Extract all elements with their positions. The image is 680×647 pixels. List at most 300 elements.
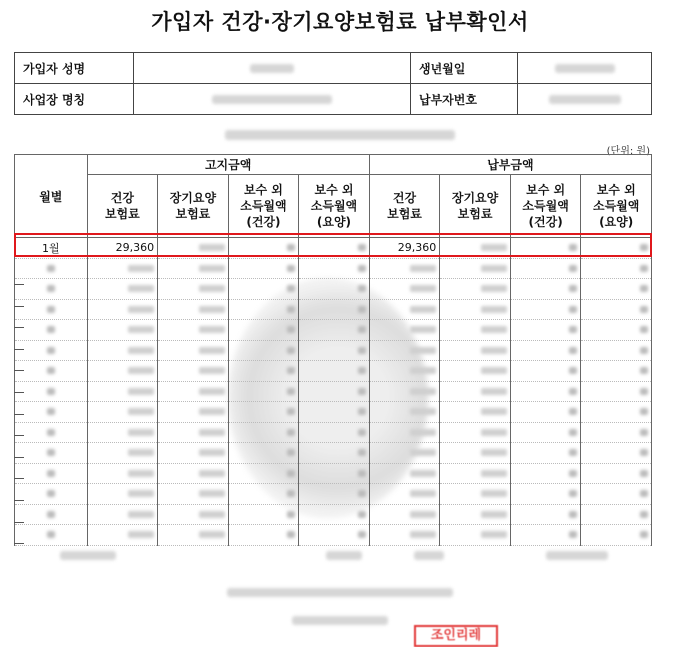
redacted-value [47,265,55,272]
month-cell [15,279,88,300]
redacted-value [640,347,648,354]
month-cell [15,299,88,320]
redacted-certification [227,588,453,597]
amount-cell [369,463,440,484]
amount-cell [158,463,229,484]
amount-cell [581,320,652,341]
amount-cell [510,258,581,279]
redacted-total-value [546,551,608,560]
amount-cell [158,484,229,505]
amount-cell [299,422,370,443]
redacted-value [199,244,225,251]
amount-cell [228,463,299,484]
tick-mark [14,435,24,436]
amount-cell [581,381,652,402]
amount-cell [158,422,229,443]
amount-cell [369,258,440,279]
redacted-value [640,285,648,292]
amount-cell [440,381,511,402]
amount-cell [510,402,581,423]
amount-cell [228,361,299,382]
amount-cell [510,320,581,341]
total-row [14,543,652,571]
redacted-value [569,244,577,251]
redacted-value [199,285,225,292]
redacted-value [358,326,366,333]
document-title: 가입자 건강·장기요양보험료 납부확인서 [151,10,529,34]
redacted-value [358,511,366,518]
amount-cell [510,484,581,505]
redacted-value [569,347,577,354]
amount-cell [510,299,581,320]
amount-cell [440,361,511,382]
notice-ltc-cell [158,238,229,259]
amount-cell [299,299,370,320]
redacted-value [199,265,225,272]
amount-cell [228,279,299,300]
unit-label: (단위: 원) [606,146,650,157]
tick-mark [14,478,24,479]
redacted-value [569,490,577,497]
amount-cell [228,525,299,546]
paid-ltc-header: 장기요양 보험료 [440,175,511,238]
amount-cell [440,402,511,423]
amount-cell [228,340,299,361]
redacted-value [640,244,648,251]
table-row [15,525,652,546]
amount-cell [299,525,370,546]
redacted-value [640,429,648,436]
paid-health-header: 건강 보험료 [369,175,440,238]
notice-extra-health-header: 보수 외 소득월액 (건강) [228,175,299,238]
redacted-birth [555,64,615,73]
tick-mark [14,457,24,458]
amount-cell [87,484,158,505]
table-row [15,361,652,382]
redacted-value [199,449,225,456]
amount-cell [440,422,511,443]
amount-cell [87,258,158,279]
redacted-value [287,265,295,272]
redacted-value [410,470,436,477]
paid-extra-ltc-header: 보수 외 소득월액 (요양) [581,175,652,238]
paid-ltc-cell [440,238,511,259]
redacted-value [287,531,295,538]
amount-cell [510,422,581,443]
amount-cell [299,320,370,341]
paid-extra-health-header: 보수 외 소득월액 (건강) [510,175,581,238]
redacted-value [410,367,436,374]
redacted-value [481,388,507,395]
amount-cell [369,381,440,402]
notice-extra-ltc-header: 보수 외 소득월액 (요양) [299,175,370,238]
amount-cell [87,299,158,320]
redacted-value [640,449,648,456]
redacted-value [287,408,295,415]
redacted-value [128,408,154,415]
redacted-value [358,367,366,374]
month-cell: 1월 [15,238,88,259]
name-label: 가입자 성명 [15,53,134,84]
period-line [0,124,680,143]
redacted-value [358,449,366,456]
amount-cell [510,504,581,525]
redacted-value [128,367,154,374]
certification-text [0,582,680,601]
redacted-value [640,326,648,333]
redacted-value [358,306,366,313]
notice-ltc-header: 장기요양 보험료 [158,175,229,238]
redacted-value [569,265,577,272]
tick-mark [14,327,24,328]
amount-cell [87,361,158,382]
redacted-value [128,347,154,354]
notice-health-header: 건강 보험료 [87,175,158,238]
redacted-value [410,531,436,538]
amount-cell [87,463,158,484]
table-row [15,299,652,320]
amount-cell [581,463,652,484]
redacted-value [481,306,507,313]
month-cell [15,381,88,402]
tick-mark [14,370,24,371]
redacted-value [481,326,507,333]
redacted-value [287,347,295,354]
amount-cell [87,320,158,341]
notice-amount-header: 고지금액 [87,155,369,175]
amount-cell [158,402,229,423]
redacted-value [199,388,225,395]
redacted-value [569,326,577,333]
redacted-value [358,244,366,251]
paid-extra-health-cell [510,238,581,259]
redacted-value [287,511,295,518]
redacted-value [640,265,648,272]
amount-cell [581,525,652,546]
redacted-value [128,388,154,395]
amount-cell [510,279,581,300]
amount-cell [369,402,440,423]
redacted-value [47,429,55,436]
redacted-value [358,265,366,272]
stamp-text: 조인리레 [430,628,482,643]
tick-mark [14,414,24,415]
redacted-value [481,531,507,538]
redacted-value [481,244,507,251]
redacted-value [569,408,577,415]
paid-extra-ltc-cell [581,238,652,259]
redacted-value [569,285,577,292]
redacted-value [287,490,295,497]
redacted-value [481,285,507,292]
redacted-period [225,130,455,140]
table-row [15,504,652,525]
birth-value [518,53,652,84]
amount-cell [158,320,229,341]
month-cell [15,484,88,505]
redacted-total-value [414,551,444,560]
redacted-value [287,388,295,395]
monthly-payment-table [14,154,652,546]
paid-health-cell: 29,360 [369,238,440,259]
redacted-value [569,511,577,518]
amount-cell [510,340,581,361]
redacted-value [481,470,507,477]
month-cell [15,361,88,382]
amount-cell [158,299,229,320]
official-stamp [414,625,498,647]
redacted-total-value [326,551,362,560]
redacted-value [128,490,154,497]
issue-date [0,610,680,629]
amount-cell [369,279,440,300]
redacted-value [358,285,366,292]
amount-cell [299,279,370,300]
table-row [15,320,652,341]
amount-cell [369,299,440,320]
amount-cell [510,381,581,402]
redacted-value [410,326,436,333]
redacted-value [199,326,225,333]
redacted-value [481,429,507,436]
tick-mark [14,392,24,393]
amount-cell [581,299,652,320]
amount-cell [369,484,440,505]
redacted-value [481,367,507,374]
redacted-value [199,490,225,497]
amount-cell [299,443,370,464]
redacted-value [410,449,436,456]
amount-cell [87,504,158,525]
amount-cell [581,504,652,525]
amount-cell [440,340,511,361]
amount-cell [440,320,511,341]
redacted-value [47,511,55,518]
redacted-value [569,470,577,477]
redacted-value [287,367,295,374]
redacted-value [199,408,225,415]
tick-mark [14,284,24,285]
amount-cell [510,361,581,382]
redacted-value [128,511,154,518]
redacted-value [481,449,507,456]
amount-cell [440,258,511,279]
redacted-value [128,531,154,538]
amount-cell [369,504,440,525]
redacted-value [358,347,366,354]
amount-cell [440,463,511,484]
redacted-value [287,306,295,313]
redacted-value [128,449,154,456]
amount-cell [369,525,440,546]
redacted-value [640,388,648,395]
tick-mark [14,349,24,350]
amount-cell [299,484,370,505]
amount-cell [581,402,652,423]
month-cell [15,504,88,525]
amount-cell [581,340,652,361]
company-label: 사업장 명칭 [15,84,134,115]
amount-cell [87,381,158,402]
amount-cell [158,504,229,525]
month-cell [15,340,88,361]
amount-cell [158,340,229,361]
redacted-total-label [60,551,116,560]
redacted-value [358,470,366,477]
name-value [134,53,411,84]
table-row-january [15,238,652,259]
redacted-value [410,347,436,354]
amount-cell [440,279,511,300]
redacted-value [640,531,648,538]
amount-cell [440,504,511,525]
birth-label: 생년월일 [411,53,518,84]
redacted-value [410,265,436,272]
amount-cell [299,340,370,361]
amount-cell [369,320,440,341]
paid-amount-header: 납부금액 [369,155,651,175]
amount-cell [158,258,229,279]
redacted-value [47,531,55,538]
redacted-value [410,408,436,415]
amount-cell [440,525,511,546]
redacted-value [358,531,366,538]
redacted-company [212,95,332,104]
amount-cell [369,443,440,464]
table-row [15,340,652,361]
redacted-value [128,306,154,313]
amount-cell [228,402,299,423]
redacted-value [199,531,225,538]
amount-cell [440,484,511,505]
notice-health-cell: 29,360 [87,238,158,259]
amount-cell [581,258,652,279]
amount-cell [228,484,299,505]
amount-cell [228,381,299,402]
redacted-value [287,449,295,456]
redacted-value [128,429,154,436]
table-row [15,258,652,279]
amount-cell [510,525,581,546]
redacted-value [640,367,648,374]
redacted-value [47,470,55,477]
amount-cell [299,381,370,402]
redacted-value [410,511,436,518]
amount-cell [440,443,511,464]
redacted-value [569,531,577,538]
redacted-value [410,429,436,436]
redacted-value [199,367,225,374]
redacted-value [358,388,366,395]
redacted-value [481,408,507,415]
amount-cell [369,340,440,361]
amount-cell [581,279,652,300]
redacted-value [358,490,366,497]
amount-cell [581,484,652,505]
tick-mark [14,306,24,307]
amount-cell [581,361,652,382]
redacted-value [47,388,55,395]
table-row [15,443,652,464]
month-cell [15,422,88,443]
amount-cell [299,361,370,382]
redacted-value [640,306,648,313]
tick-mark [14,500,24,501]
redacted-value [199,511,225,518]
redacted-payer-number [549,95,621,104]
redacted-date [292,616,388,625]
amount-cell [158,443,229,464]
amount-cell [228,320,299,341]
amount-cell [228,422,299,443]
amount-cell [228,504,299,525]
payer-number-label: 납부자번호 [411,84,518,115]
redacted-value [128,326,154,333]
redacted-value [410,306,436,313]
notice-extra-ltc-cell [299,238,370,259]
month-header: 월별 [15,155,88,238]
tick-mark [14,522,24,523]
redacted-value [47,326,55,333]
redacted-value [287,326,295,333]
table-row [15,402,652,423]
table-row [15,422,652,443]
redacted-value [287,470,295,477]
redacted-value [358,408,366,415]
redacted-name [250,64,294,73]
redacted-value [640,490,648,497]
redacted-value [569,367,577,374]
redacted-value [128,285,154,292]
redacted-value [481,490,507,497]
amount-cell [228,443,299,464]
month-cell [15,443,88,464]
redacted-value [199,347,225,354]
redacted-value [358,429,366,436]
amount-cell [228,299,299,320]
redacted-value [47,490,55,497]
redacted-value [128,470,154,477]
redacted-value [47,347,55,354]
redacted-value [287,244,295,251]
amount-cell [87,340,158,361]
amount-cell [158,279,229,300]
amount-cell [440,299,511,320]
amount-cell [228,258,299,279]
redacted-value [569,306,577,313]
amount-cell [369,422,440,443]
redacted-value [640,408,648,415]
redacted-value [640,470,648,477]
amount-cell [87,279,158,300]
subscriber-info-table [14,52,652,115]
redacted-value [128,265,154,272]
redacted-value [199,306,225,313]
redacted-value [481,347,507,354]
amount-cell [87,525,158,546]
amount-cell [299,258,370,279]
table-row [15,381,652,402]
redacted-value [410,388,436,395]
redacted-value [287,285,295,292]
amount-cell [510,443,581,464]
amount-cell [510,463,581,484]
redacted-value [47,306,55,313]
redacted-value [569,429,577,436]
redacted-value [47,367,55,374]
redacted-value [199,429,225,436]
table-row [15,279,652,300]
